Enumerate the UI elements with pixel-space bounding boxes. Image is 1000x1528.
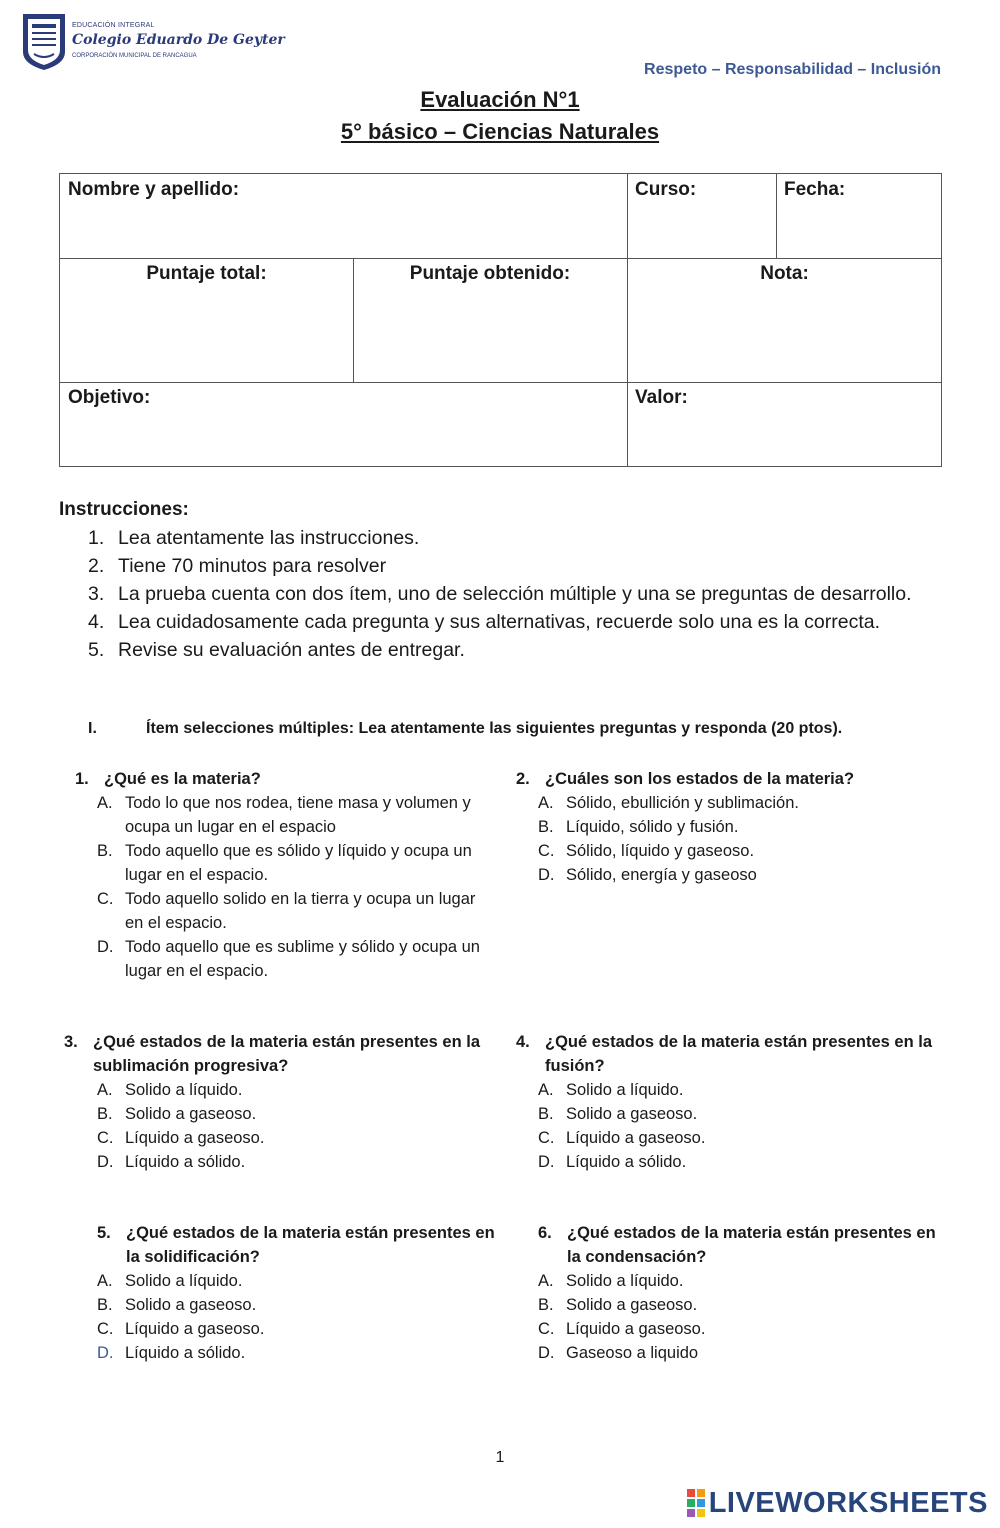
exam-subtitle: 5° básico – Ciencias Naturales	[340, 119, 660, 144]
logo-corporation: CORPORACIÓN MUNICIPAL DE RANCAGUA	[72, 53, 197, 59]
answer-option[interactable]: C. Líquido a gaseoso.	[97, 1129, 265, 1147]
liveworksheets-blocks-icon	[687, 1489, 705, 1517]
section-title: I. Ítem selecciones múltiples: Lea atentamente las siguientes preguntas y responda (20 ptos).	[88, 720, 843, 737]
answer-option[interactable]: C. Líquido a gaseoso.	[538, 1129, 706, 1147]
value-field[interactable]	[627, 382, 942, 467]
course-label: Curso:	[635, 179, 697, 200]
answer-option[interactable]: D. Líquido a sólido.	[97, 1344, 246, 1362]
answer-option[interactable]: B. Solido a gaseoso.	[538, 1296, 698, 1314]
student-info-table	[59, 173, 942, 467]
answer-option[interactable]: C. Líquido a gaseoso.	[538, 1320, 706, 1338]
grade-label: Nota:	[760, 263, 809, 284]
school-motto: Respeto – Responsabilidad – Inclusión	[644, 61, 941, 78]
liveworksheets-wordmark: LIVEWORKSHEETS	[708, 1486, 988, 1519]
answer-option[interactable]: B. Solido a gaseoso.	[97, 1296, 257, 1314]
answer-option[interactable]: D. Líquido a sólido.	[97, 1153, 246, 1171]
exam-title: Evaluación N°1	[420, 87, 580, 112]
school-crest-icon	[20, 12, 68, 72]
date-field[interactable]	[776, 174, 942, 258]
name-field[interactable]	[60, 174, 627, 258]
answer-option[interactable]: A. Todo lo que nos rodea, tiene masa y volumen y ocupa un lugar en el espacio	[97, 794, 471, 836]
instructions-title: Instrucciones:	[59, 499, 189, 520]
obtained-score-label: Puntaje obtenido:	[409, 263, 571, 284]
answer-option[interactable]: A. Solido a líquido.	[538, 1081, 684, 1099]
question-4: 4. ¿Qué estados de la materia están presentes en la fusión? A. Solido a líquido. B. Solido a gaseoso. C. Líquido a gaseoso. D. Líquido a sólido.	[516, 1030, 936, 1174]
question-text: ¿Qué estados de la materia están presentes en la solidificación?	[126, 1224, 495, 1266]
answer-option[interactable]: B. Solido a gaseoso.	[97, 1105, 257, 1123]
grade-field[interactable]	[627, 258, 942, 382]
question-text: ¿Cuáles son los estados de la materia?	[545, 770, 855, 788]
question-6: 6. ¿Qué estados de la materia están presentes en la condensación? A. Solido a líquido. B. Solido a gaseoso. C. Líquido a gaseoso. D. Gaseoso a liquido	[538, 1221, 938, 1365]
name-label: Nombre y apellido:	[68, 179, 240, 200]
question-2: 2. ¿Cuáles son los estados de la materia? A. Sólido, ebullición y sublimación. B. Líquido, sólido y fusión. C. Sólido, líquido y gaseoso. D. Sólido, energía y gaseoso	[516, 767, 936, 887]
logo-school-name: Colegio Eduardo De Geyter	[72, 32, 285, 48]
objective-field[interactable]	[60, 382, 627, 467]
school-logo	[20, 12, 285, 74]
value-label: Valor:	[635, 387, 688, 408]
question-1: 1. ¿Qué es la materia? A. Todo lo que nos rodea, tiene masa y volumen y ocupa un lugar en el espacio B. Todo aquello que es sólido y líquido y ocupa un lugar en el espacio. C. Todo aquello solido en la tierra y ocupa un lugar en el espacio. D. Todo aquello que es sublime y sólido y ocupa un lugar en el espacio.	[75, 767, 495, 983]
question-text: ¿Qué estados de la materia están presentes en la sublimación progresiva?	[93, 1033, 480, 1075]
instructions-list	[88, 524, 938, 664]
answer-option[interactable]: C. Todo aquello solido en la tierra y ocupa un lugar en el espacio.	[97, 890, 476, 932]
instruction-item: 1. Lea atentamente las instrucciones.	[88, 527, 420, 549]
answer-option[interactable]: D. Todo aquello que es sublime y sólido y ocupa un lugar en el espacio.	[97, 938, 480, 980]
question-5: 5. ¿Qué estados de la materia están presentes en la solidificación? A. Solido a líquido. B. Solido a gaseoso. C. Líquido a gaseoso. D. Líquido a sólido.	[97, 1221, 497, 1365]
instruction-item: 4. Lea cuidadosamente cada pregunta y sus alternativas, recuerde solo una es la correcta.	[88, 611, 881, 633]
question-text: ¿Qué estados de la materia están presentes en la fusión?	[545, 1033, 932, 1075]
instruction-item: 5. Revise su evaluación antes de entregar.	[88, 639, 465, 661]
instruction-item: 2. Tiene 70 minutos para resolver	[88, 555, 387, 577]
answer-option[interactable]: D. Gaseoso a liquido	[538, 1344, 699, 1362]
answer-option[interactable]: D. Líquido a sólido.	[538, 1153, 687, 1171]
question-text: ¿Qué es la materia?	[104, 770, 261, 788]
answer-option[interactable]: A. Solido a líquido.	[97, 1081, 243, 1099]
course-field[interactable]	[627, 174, 776, 258]
total-score-field[interactable]	[60, 258, 353, 382]
answer-option[interactable]: B. Líquido, sólido y fusión.	[538, 818, 739, 836]
page-number: 1	[495, 1449, 505, 1466]
date-label: Fecha:	[784, 179, 846, 200]
answer-option[interactable]: B. Solido a gaseoso.	[538, 1105, 698, 1123]
objective-label: Objetivo:	[68, 387, 151, 408]
obtained-score-field[interactable]	[353, 258, 627, 382]
logo-tagline: EDUCACIÓN INTEGRAL	[72, 22, 155, 29]
answer-option[interactable]: B. Todo aquello que es sólido y líquido y ocupa un lugar en el espacio.	[97, 842, 472, 884]
total-score-label: Puntaje total:	[146, 263, 267, 284]
answer-option[interactable]: C. Líquido a gaseoso.	[97, 1320, 265, 1338]
question-text: ¿Qué estados de la materia están presentes en la condensación?	[567, 1224, 936, 1266]
question-3: 3. ¿Qué estados de la materia están presentes en la sublimación progresiva? A. Solido a líquido. B. Solido a gaseoso. C. Líquido a gaseoso. D. Líquido a sólido.	[64, 1030, 494, 1174]
instruction-item: 3. La prueba cuenta con dos ítem, uno de selección múltiple y una se preguntas de desarrollo.	[88, 583, 912, 605]
answer-option[interactable]: A. Solido a líquido.	[97, 1272, 243, 1290]
answer-option[interactable]: A. Sólido, ebullición y sublimación.	[538, 794, 799, 812]
answer-option[interactable]: D. Sólido, energía y gaseoso	[538, 866, 757, 884]
liveworksheets-logo	[687, 1486, 988, 1520]
answer-option[interactable]: A. Solido a líquido.	[538, 1272, 684, 1290]
answer-option[interactable]: C. Sólido, líquido y gaseoso.	[538, 842, 755, 860]
